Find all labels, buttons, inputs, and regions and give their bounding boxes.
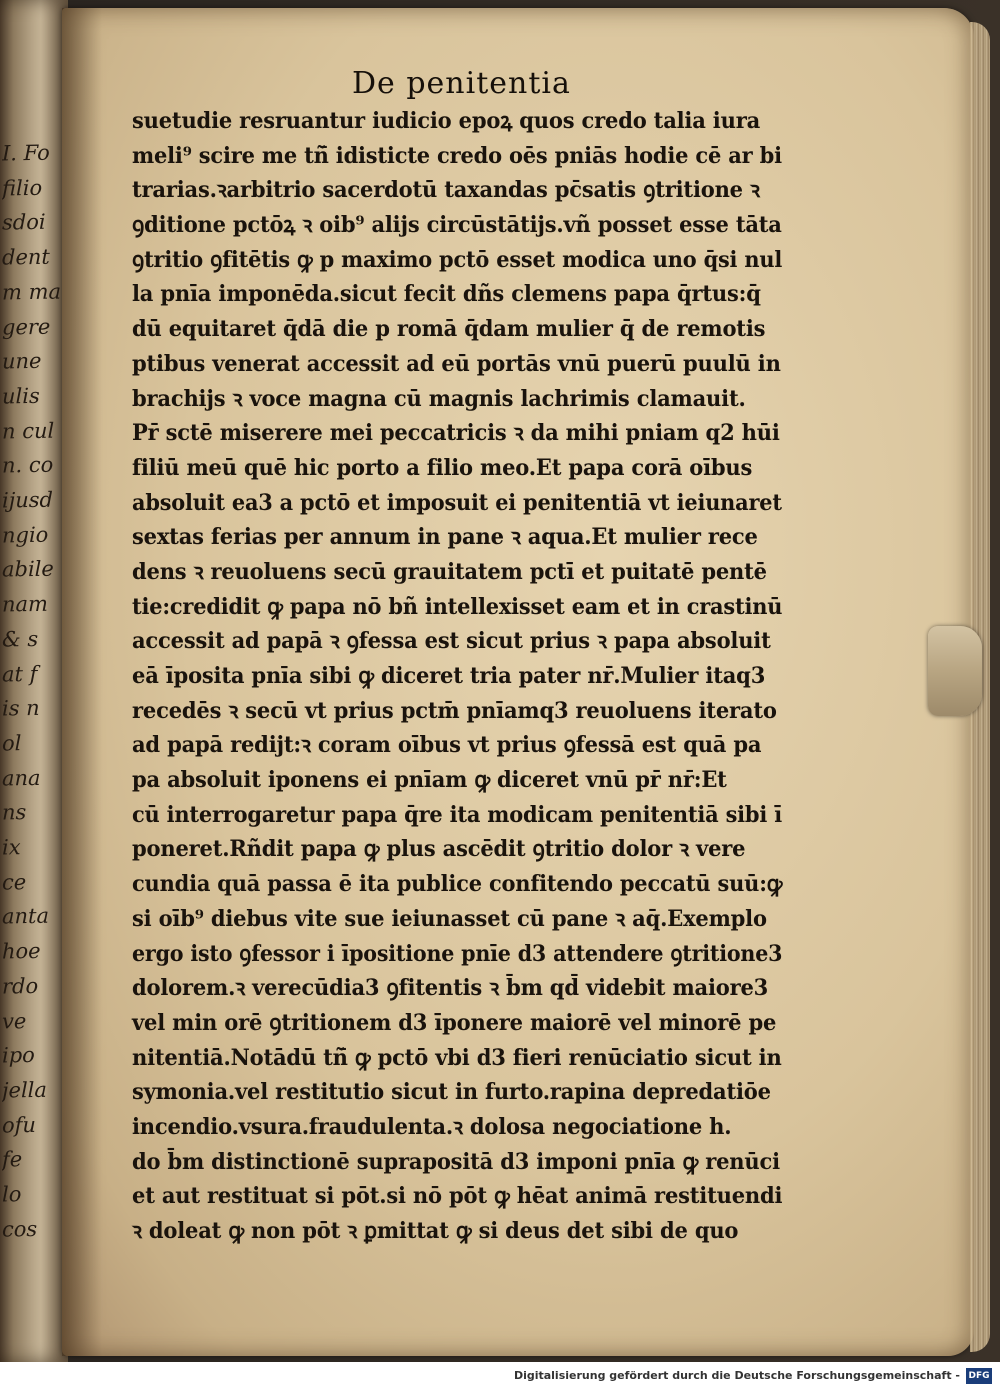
left-fragment: ngio [2, 522, 49, 548]
left-fragment: ve [2, 1008, 27, 1034]
text-line: pa absoluit iponens ei pnīam ꝙ diceret vnū pr̄ nr̄:Et [132, 767, 727, 794]
text-line: ꝛ doleat ꝙ non pōt ꝛ ꝑmittat ꝙ si deus det sibi de quo [132, 1218, 739, 1244]
text-line: trarias.ꝛarbitrio sacerdotū taxandas pc̄satis ꝯtritione ꝛ [132, 177, 760, 204]
left-fragment: rdo [2, 973, 39, 999]
dfg-logo: DFG [966, 1368, 992, 1384]
footer-bar [0, 1362, 1000, 1391]
left-fragment: jella [2, 1077, 47, 1103]
book-clasp [928, 626, 982, 716]
left-page-fragments [2, 135, 62, 1247]
left-fragment: dent [2, 244, 50, 270]
left-fragment: ijusd [2, 487, 53, 513]
text-line: si oīb⁹ diebus vite sue ieiunasset cū pane ꝛ aq̄.Exemplo [132, 905, 767, 932]
left-fragment: lo [2, 1182, 22, 1207]
left-fragment: ix [2, 835, 21, 860]
left-fragment: ol [2, 731, 22, 756]
left-fragment: filio [2, 175, 43, 201]
text-line: suetudie resruantur iudicio epoꝝ quos credo talia iura [132, 108, 761, 134]
text-line: ꝯditione pctōꝝ ꝛ oib⁹ alijs circūstātijs.vñ posset esse tāta [132, 212, 782, 239]
left-fragment: is n [2, 696, 40, 721]
text-line: dens ꝛ reuoluens secū grauitatem pctī et puitatē pentē [132, 558, 767, 585]
text-line: ꝯtritio ꝯfitētis ꝙ p maximo pctō esset modica uno q̄si nul [132, 246, 783, 273]
text-line: ad papā redijt:ꝛ coram oībus vt prius ꝯfessā est quā pa [132, 732, 762, 759]
left-fragment: une [2, 349, 42, 374]
text-line: eā īposita pnīa sibi ꝙ diceret tria pater nr̄.Mulier itaq3 [132, 663, 766, 689]
left-fragment: anta [2, 904, 50, 929]
left-fragment: I. Fo [2, 140, 50, 166]
left-fragment: ipo [2, 1043, 35, 1068]
text-line: ptibus venerat accessit ad eū portās vnū puerū puulū in [132, 350, 781, 377]
left-fragment: & s [2, 626, 39, 652]
text-line: cū interrogaretur papa q̄re ita modicam penitentiā sibi ī [132, 801, 782, 828]
left-fragment: gere [2, 314, 51, 340]
left-fragment: m ma [2, 279, 62, 305]
text-line: poneret.Rñdit papa ꝙ plus ascēdit ꝯtritio dolor ꝛ vere [132, 836, 746, 863]
left-fragment: ce [2, 869, 27, 895]
left-fragment: nam [2, 591, 48, 617]
text-line: accessit ad papā ꝛ ꝯfessa est sicut prius ꝛ papa absoluit [132, 628, 771, 655]
left-fragment: hoe [2, 939, 41, 964]
body-text [132, 104, 812, 1249]
text-line: do b̄m distinctionē suprapositā d3 imponi pnīa ꝙ renūci [132, 1148, 780, 1175]
text-line: vel min orē ꝯtritionem d3 īponere maiorē vel minorē pe [132, 1009, 777, 1036]
left-fragment: ana [2, 765, 41, 791]
text-line: Pr̄ sctē miserere mei peccatricis ꝛ da mihi pniam q2 hūi [132, 420, 780, 447]
text-line: ergo isto ꝯfessor i īpositione pnīe d3 attendere ꝯtritione3 [132, 940, 783, 967]
left-fragment: n cul [2, 418, 55, 444]
left-fragment: fe [2, 1147, 23, 1172]
text-line: brachijs ꝛ voce magna cū magnis lachrimis clamauit. [132, 385, 746, 412]
text-line: nitentiā.Notādū tñ̄ ꝙ pctō vbi d3 fieri renūciatio sicut in [132, 1044, 782, 1071]
left-fragment: at f [2, 661, 38, 687]
text-line: et aut restituat si pōt.si nō pōt ꝙ hēat animā restituendi [132, 1183, 783, 1210]
text-line: dū equitaret q̄dā die p romā q̄dam mulier q̄ de remotis [132, 316, 766, 343]
text-line: tie:credidit ꝙ papa nō bñ intellexisset eam et in crastinū [132, 593, 783, 620]
text-line: dolorem.ꝛ verecūdia3 ꝯfitentis ꝛ b̄m qd̄ videbit maiore3 [132, 975, 769, 1002]
footer-credit: Digitalisierung gefördert durch die Deutsche Forschungsgemeinschaft - [513, 1369, 960, 1382]
left-fragment: ns [2, 800, 27, 825]
running-header: De penitentia [352, 66, 571, 101]
text-line: sextas ferias per annum in pane ꝛ aqua.Et mulier rece [132, 524, 758, 551]
text-line: symonia.vel restitutio sicut in furto.rapina depredatiōe [132, 1079, 771, 1106]
left-fragment: ulis [2, 383, 40, 409]
left-fragment: cos [2, 1216, 38, 1242]
left-fragment: abile [2, 557, 54, 582]
text-line: cundia quā passa ē ita publice confitendo peccatū suū:ꝙ [132, 871, 783, 898]
left-page-edge [0, 0, 68, 1362]
text-line: absoluit ea3 a pctō et imposuit ei penitentiā vt ieiunaret [132, 489, 782, 516]
left-fragment: sdoi [2, 210, 46, 235]
left-fragment: n. co [2, 452, 54, 478]
text-line: filiū meū quē hic porto a filio meo.Et papa corā oībus [132, 454, 753, 481]
left-fragment: ofu [2, 1112, 36, 1138]
text-line: incendio.vsura.fraudulenta.ꝛ dolosa negociatione h. [132, 1113, 732, 1140]
text-line: la pnīa imponēda.sicut fecit dñs clemens papa q̄rtus:q̄ [132, 281, 761, 308]
text-line: meli⁹ scire me tñ̄ idisticte credo oēs pniās hodie cē ar bi [132, 142, 782, 169]
text-line: recedēs ꝛ secū vt prius pctm̄ pnīamq3 reuoluens iterato [132, 697, 777, 724]
